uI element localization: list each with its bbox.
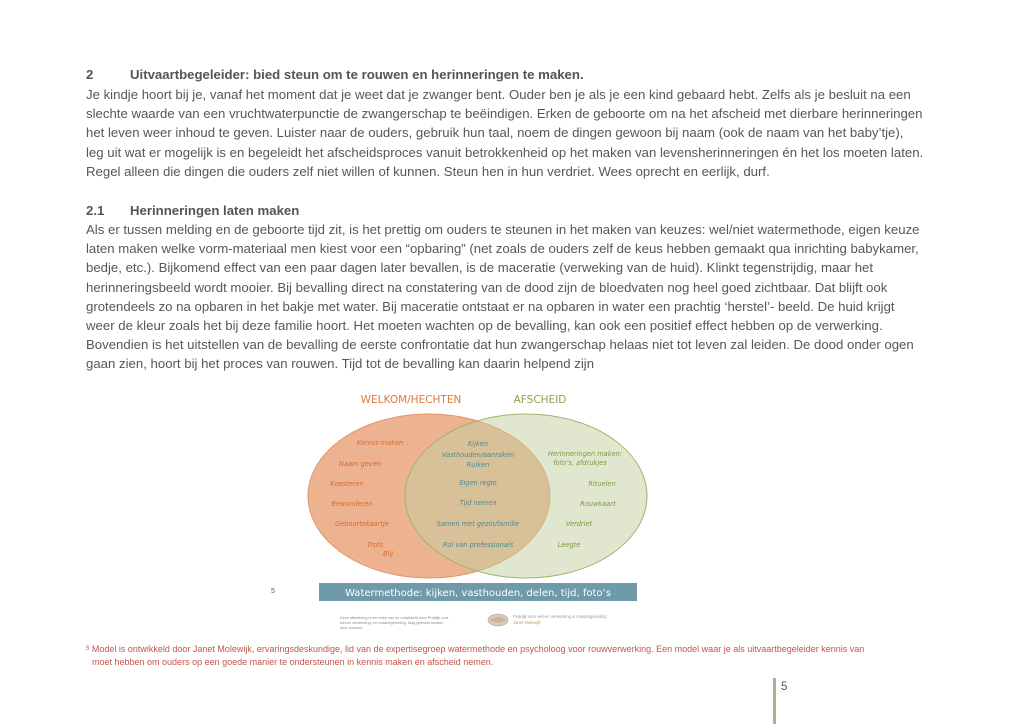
text-line: Regel alleen die dingen die ouders zelf niet willen of kunnen. Steun hen in hun verdriet. Wees oprecht en eerlijk, durf.: [86, 163, 770, 179]
footnote: [86, 643, 946, 668]
left-circle-title: WELKOM/HECHTEN: [360, 394, 462, 406]
section-number: 2.1: [86, 203, 105, 218]
left-item: Blij: [382, 550, 394, 558]
footnote-marker: 5: [86, 646, 90, 652]
right-item: Herinneringen maken:: [548, 450, 622, 458]
footnote-text: Model is ontwikkeld door Janet Molewijk, ervaringsdeskundige, lid van de expertisegroep watermethode en psycholoog voor rouwverwerking. Een model waar je als uitvaartbegeleider kennis van: [91, 644, 865, 654]
watermethode-bar-label: Watermethode: kijken, vasthouden, delen, tijd, foto’s: [345, 588, 611, 599]
page-number: 5: [781, 681, 788, 693]
figure-footnote-marker: 5: [271, 588, 275, 595]
left-item: Geboortekaartje: [335, 520, 389, 528]
venn-diagram: [268, 388, 708, 638]
afscheid-circle: [405, 414, 647, 578]
text-line: Je kindje hoort bij je, vanaf het moment dat je weet dat je zwanger bent. Ouder ben je als je een kind gebaard hebt. Zelfs als je besluit na een: [86, 87, 911, 102]
middle-item: Tijd nemen: [459, 499, 497, 507]
text-line: leg uit wat er mogelijk is en begeleidt het afscheidsproces vanuit betrokkenheid op het maken van levensherinneringen én het los moeten laten.: [86, 144, 924, 160]
left-item: Trots: [366, 541, 384, 549]
right-item: Verdriet: [565, 520, 593, 528]
right-item: Rouwkaart: [580, 500, 616, 508]
page-number-rule: [773, 678, 776, 724]
right-item: Leegte: [557, 541, 581, 549]
text-line: het leven weer inhoud te geven. Luister naar de ouders, gebruik hun taal, noem de dingen gewoon bij naam (ook de naam van het baby’tje),: [86, 125, 904, 141]
middle-item: Vasthouden/aanraken: [441, 451, 515, 459]
text-line: laten maken welke vorm-materiaal men kiest voor een “opbaring” (net zoals de ouders zelf de keus hebben gemaakt qua inrichting babykamer,: [86, 241, 919, 257]
text-line: grotendeels zo na opbaren in het bakje met water. Bij maceratie ontstaat er na opbaren in water een prachtig ‘herstel’- beeld. De huid krijgt: [86, 298, 895, 314]
text-line: slechte waarde van een vruchtwaterpunctie de zwangerschap te beëindigen. Erken de geboorte om na het afscheid met dierbare herinneringen: [86, 106, 923, 122]
section-title: Uitvaartbegeleider: bied steun om te rouwen en herinneringen te maken.: [130, 67, 584, 82]
small-note-line: wel-en verwerking- en rouwbegeleiding. Mag gebruikt worden: [340, 621, 444, 625]
section-heading-2: [86, 67, 584, 82]
right-item: foto’s, afdrukjes: [553, 459, 607, 467]
text-line: weer de kleur zoals het bij deze familie hoort. Het moeten wachten op de bevalling, kan ook een positief effect hebben op de verwerking.: [86, 318, 883, 334]
section-2-paragraph: [86, 85, 956, 181]
section-title: Herinneringen laten maken: [130, 203, 300, 218]
small-note-line: Deze afbeelding is een idee van en ontwikkeld door Praktijk voor: [340, 616, 449, 620]
left-item: Naam geven: [339, 460, 381, 468]
practice-logo: [488, 614, 607, 626]
middle-item: Ruiken: [466, 461, 490, 469]
right-circle-title: AFSCHEID: [513, 394, 567, 406]
section-2-1-paragraph: [86, 220, 956, 374]
left-item: Kennis maken: [356, 439, 404, 447]
footnote-text: moet hebben om ouders op een goede manier te ondersteunen in kennis maken en afscheid nemen.: [92, 656, 494, 667]
text-line: gaan zien, hoort bij het proces van rouwen. Tijd tot de bevalling kan daarin helpend zijn: [86, 356, 595, 372]
left-item: Koesteren: [330, 480, 364, 488]
middle-item: Samen met gezin/familie: [436, 520, 520, 528]
middle-item: Kijken: [467, 440, 489, 448]
middle-item: Rol van professionals: [442, 541, 514, 549]
text-line: herinneringsbeeld wordt mooier. Bij bevalling direct na constatering van de dood zijn de bloedvaten nog heel goed zichtbaar. Dat blijft ook: [86, 279, 888, 295]
logo-text: Praktijk voor wel-en verwerking & rouwbegeleiding: [513, 614, 607, 619]
middle-item: Eigen regie: [459, 479, 497, 487]
small-note-line: door mensen.: [340, 626, 364, 630]
text-line: Als er tussen melding en de geboorte tijd zit, is het prettig om ouders te steunen in het maken van keuzes: wel/niet watermethode, eigen keuze: [86, 222, 920, 237]
section-number: 2: [86, 67, 94, 82]
section-heading-2-1: [86, 203, 299, 218]
logo-name: Janet Molewijk: [513, 620, 541, 625]
left-item: Bewonderen: [331, 500, 373, 508]
text-line: Bovendien is het uitstellen van de bevalling de eerste confrontatie dat hun zwangerschap helaas niet tot leven zal leiden. De dood onder ogen: [86, 337, 914, 353]
right-item: Rituelen: [588, 480, 616, 488]
text-line: bedje, etc.). Bijkomend effect van een paar dagen later bevallen, is de maceratie (verweking van de huid). Klinkt tegenstrijdig, maar het: [86, 260, 874, 276]
